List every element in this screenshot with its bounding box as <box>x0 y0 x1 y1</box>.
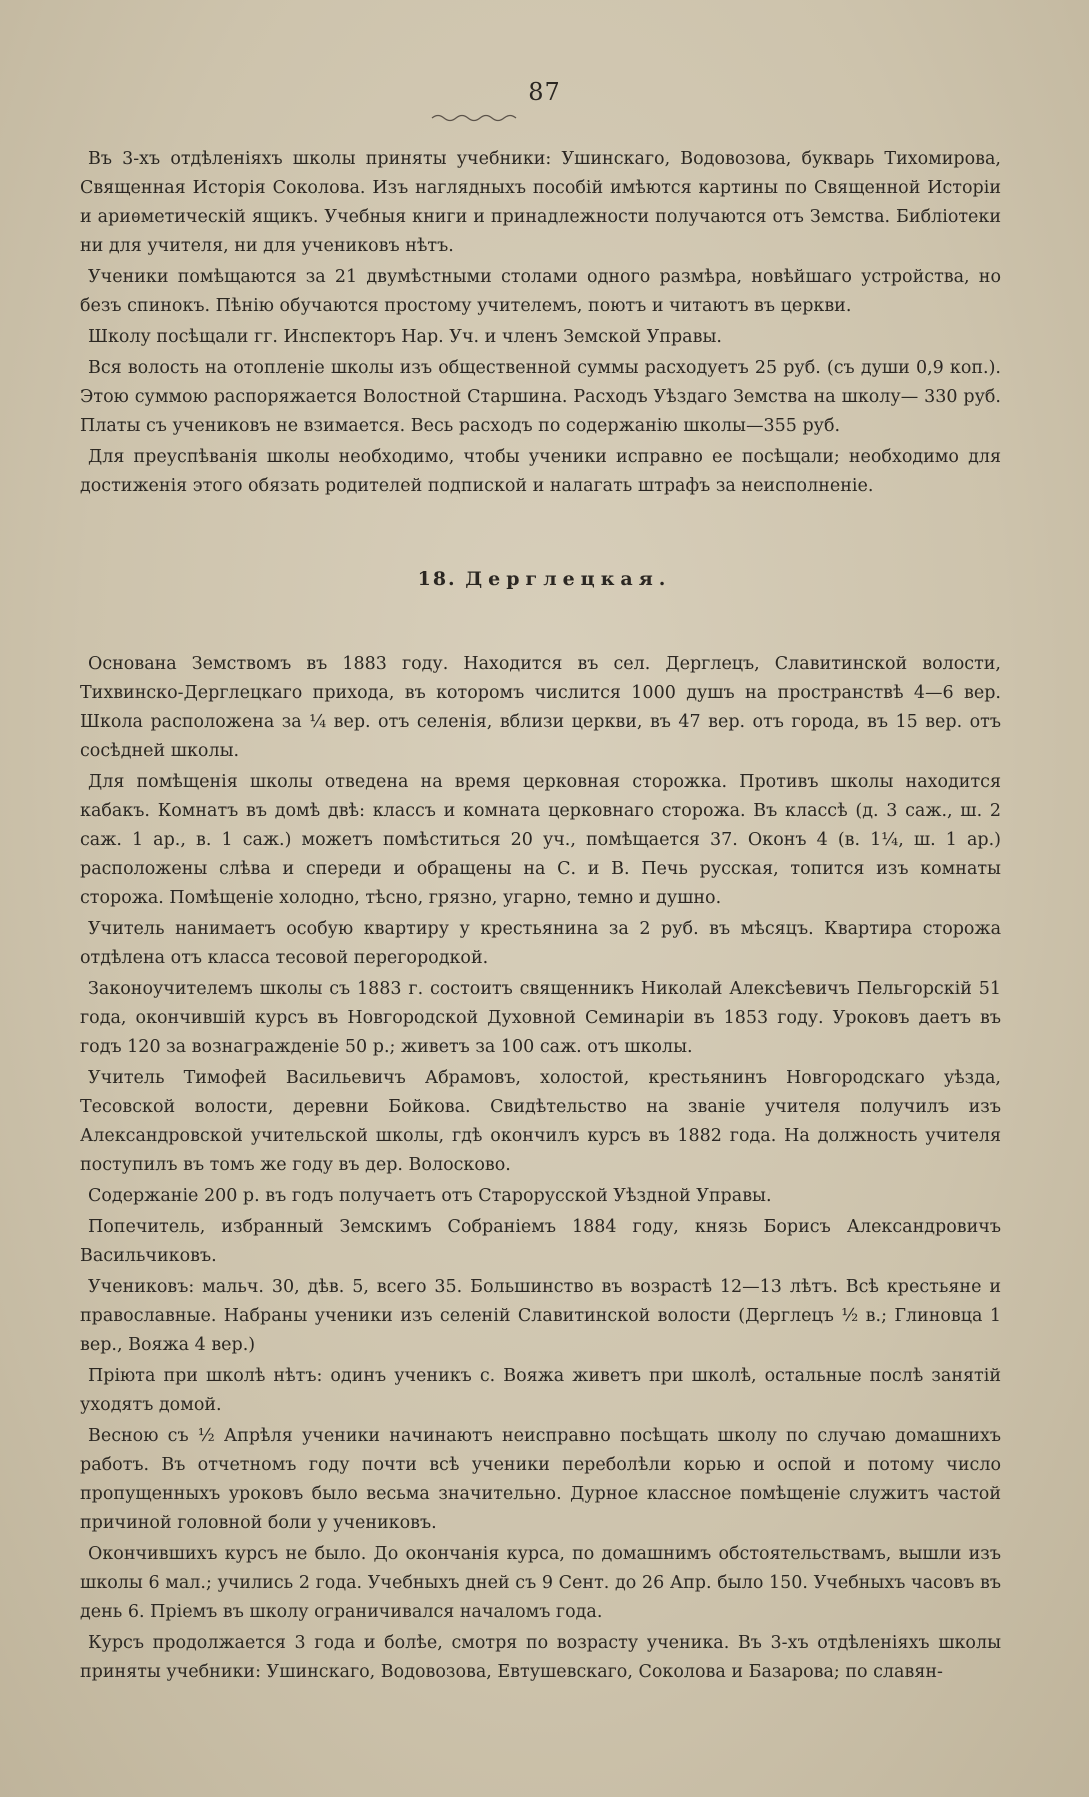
paragraph: Содержаніе 200 р. въ годъ получаетъ отъ Старорусской Уѣздной Управы. <box>88 1186 772 1206</box>
paragraph: Курсъ продолжается 3 года и болѣе, смотря по возрасту ученика. Въ 3-хъ отдѣленіяхъ школы приняты учебники: Ушинскаго, Водовозова, Евтушевскаго, Соколова и Базарова; по славян- <box>80 1633 1001 1682</box>
page-number: 87 <box>528 78 561 106</box>
paragraph: Ученики помѣщаются за 21 двумѣстными столами одного размѣра, новѣйшаго устройства, но безъ спинокъ. Пѣнію обучаются простому учителемъ, поютъ и читаютъ въ церкви. <box>80 267 1001 316</box>
paragraph: Весною съ ½ Апрѣля ученики начинаютъ неисправно посѣщать школу по случаю домашнихъ работъ. Въ отчетномъ году почти всѣ ученики переболѣли корью и оспой и потому число пропущенныхъ уроковъ было весьма значительно. Дурное классное помѣщеніе служитъ частой причиной головной боли у учениковъ. <box>80 1426 1001 1533</box>
paragraph: Для помѣщенія школы отведена на время церковная сторожка. Противъ школы находится кабакъ. Комнатъ въ домѣ двѣ: классъ и комната церковнаго сторожа. Въ классѣ (д. 3 саж., ш. 2 саж. 1 ар., в. 1 саж.) можетъ помѣститься 20 уч., помѣщается 37. Оконъ 4 (в. 1¼, ш. 1 ар.) расположены слѣва и спереди и обращены на С. и В. Печь русская, топится изъ комнаты сторожа. Помѣщеніе холодно, тѣсно, грязно, угарно, темно и душно. <box>80 772 1001 908</box>
paragraph: Пріюта при школѣ нѣтъ: одинъ ученикъ с. Вояжа живетъ при школѣ, остальные послѣ занятій уходятъ домой. <box>80 1366 1001 1415</box>
section-title: Дерглецкая. <box>465 568 672 590</box>
paragraph: Для преуспѣванія школы необходимо, чтобы ученики исправно ее посѣщали; необходимо для достиженія этого обязать родителей подпиской и налагать штрафъ за неисполненіе. <box>80 447 1001 496</box>
paragraph: Въ 3-хъ отдѣленіяхъ школы приняты учебники: Ушинскаго, Водовозова, букварь Тихомирова, Священная Исторія Соколова. Изъ наглядныхъ пособій имѣются картины по Священной Исторіи и ариѳметическій ящикъ. Учебныя книги и принадлежности получаются отъ Земства. Библіотеки ни для учителя, ни для учениковъ нѣтъ. <box>80 149 1001 256</box>
top-text-block <box>80 145 1001 503</box>
ornament-divider <box>430 112 520 122</box>
section-heading <box>0 568 1089 590</box>
paragraph: Законоучителемъ школы съ 1883 г. состоитъ священникъ Николай Алексѣевичъ Пельгорскій 51 года, окончившій курсъ въ Новгородской Духовной Семинаріи въ 1853 году. Уроковъ даетъ въ годъ 120 за вознагражденіе 50 р.; живетъ за 100 саж. отъ школы. <box>80 979 1001 1057</box>
paragraph: Учениковъ: мальч. 30, дѣв. 5, всего 35. Большинство въ возрастѣ 12—13 лѣтъ. Всѣ крестьяне и православные. Набраны ученики изъ селеній Славитинской волости (Дерглецъ ½ в.; Глиновца 1 вер., Вояжа 4 вер.) <box>80 1277 1001 1355</box>
paragraph: Основана Земствомъ въ 1883 году. Находится въ сел. Дерглецъ, Славитинской волости, Тихвинско-Дерглецкаго прихода, въ которомъ числится 1000 душъ на пространствѣ 4—6 вер. Школа расположена за ¼ вер. отъ селенія, вблизи церкви, въ 47 вер. отъ города, въ 15 вер. отъ сосѣдней школы. <box>80 654 1001 761</box>
paragraph: Окончившихъ курсъ не было. До окончанія курса, по домашнимъ обстоятельствамъ, вышли изъ школы 6 мал.; учились 2 года. Учебныхъ дней съ 9 Сент. до 26 Апр. было 150. Учебныхъ часовъ въ день 6. Пріемъ въ школу ограничивался началомъ года. <box>80 1544 1001 1622</box>
paragraph: Учитель нанимаетъ особую квартиру у крестьянина за 2 руб. въ мѣсяцъ. Квартира сторожа отдѣлена отъ класса тесовой перегородкой. <box>80 919 1001 968</box>
paragraph: Попечитель, избранный Земскимъ Собраніемъ 1884 году, князь Борисъ Александровичъ Васильчиковъ. <box>80 1217 1001 1266</box>
section-text-block <box>80 650 1001 1689</box>
paragraph: Школу посѣщали гг. Инспекторъ Нар. Уч. и членъ Земской Управы. <box>88 327 722 347</box>
section-number: 18. <box>417 568 457 590</box>
paragraph: Вся волость на отопленіе школы изъ общественной суммы расходуетъ 25 руб. (съ души 0,9 коп.). Этою суммою распоряжается Волостной Старшина. Расходъ Уѣздаго Земства на школу— 330 руб. Платы съ учениковъ не взимается. Весь расходъ по содержанію школы—355 руб. <box>80 358 1001 436</box>
paragraph: Учитель Тимофей Васильевичъ Абрамовъ, холостой, крестьянинъ Новгородскаго уѣзда, Тесовской волости, деревни Бойкова. Свидѣтельство на званіе учителя получилъ изъ Александровской учительской школы, гдѣ окончилъ курсъ въ 1882 года. На должность учителя поступилъ въ томъ же году въ дер. Волосково. <box>80 1068 1001 1175</box>
